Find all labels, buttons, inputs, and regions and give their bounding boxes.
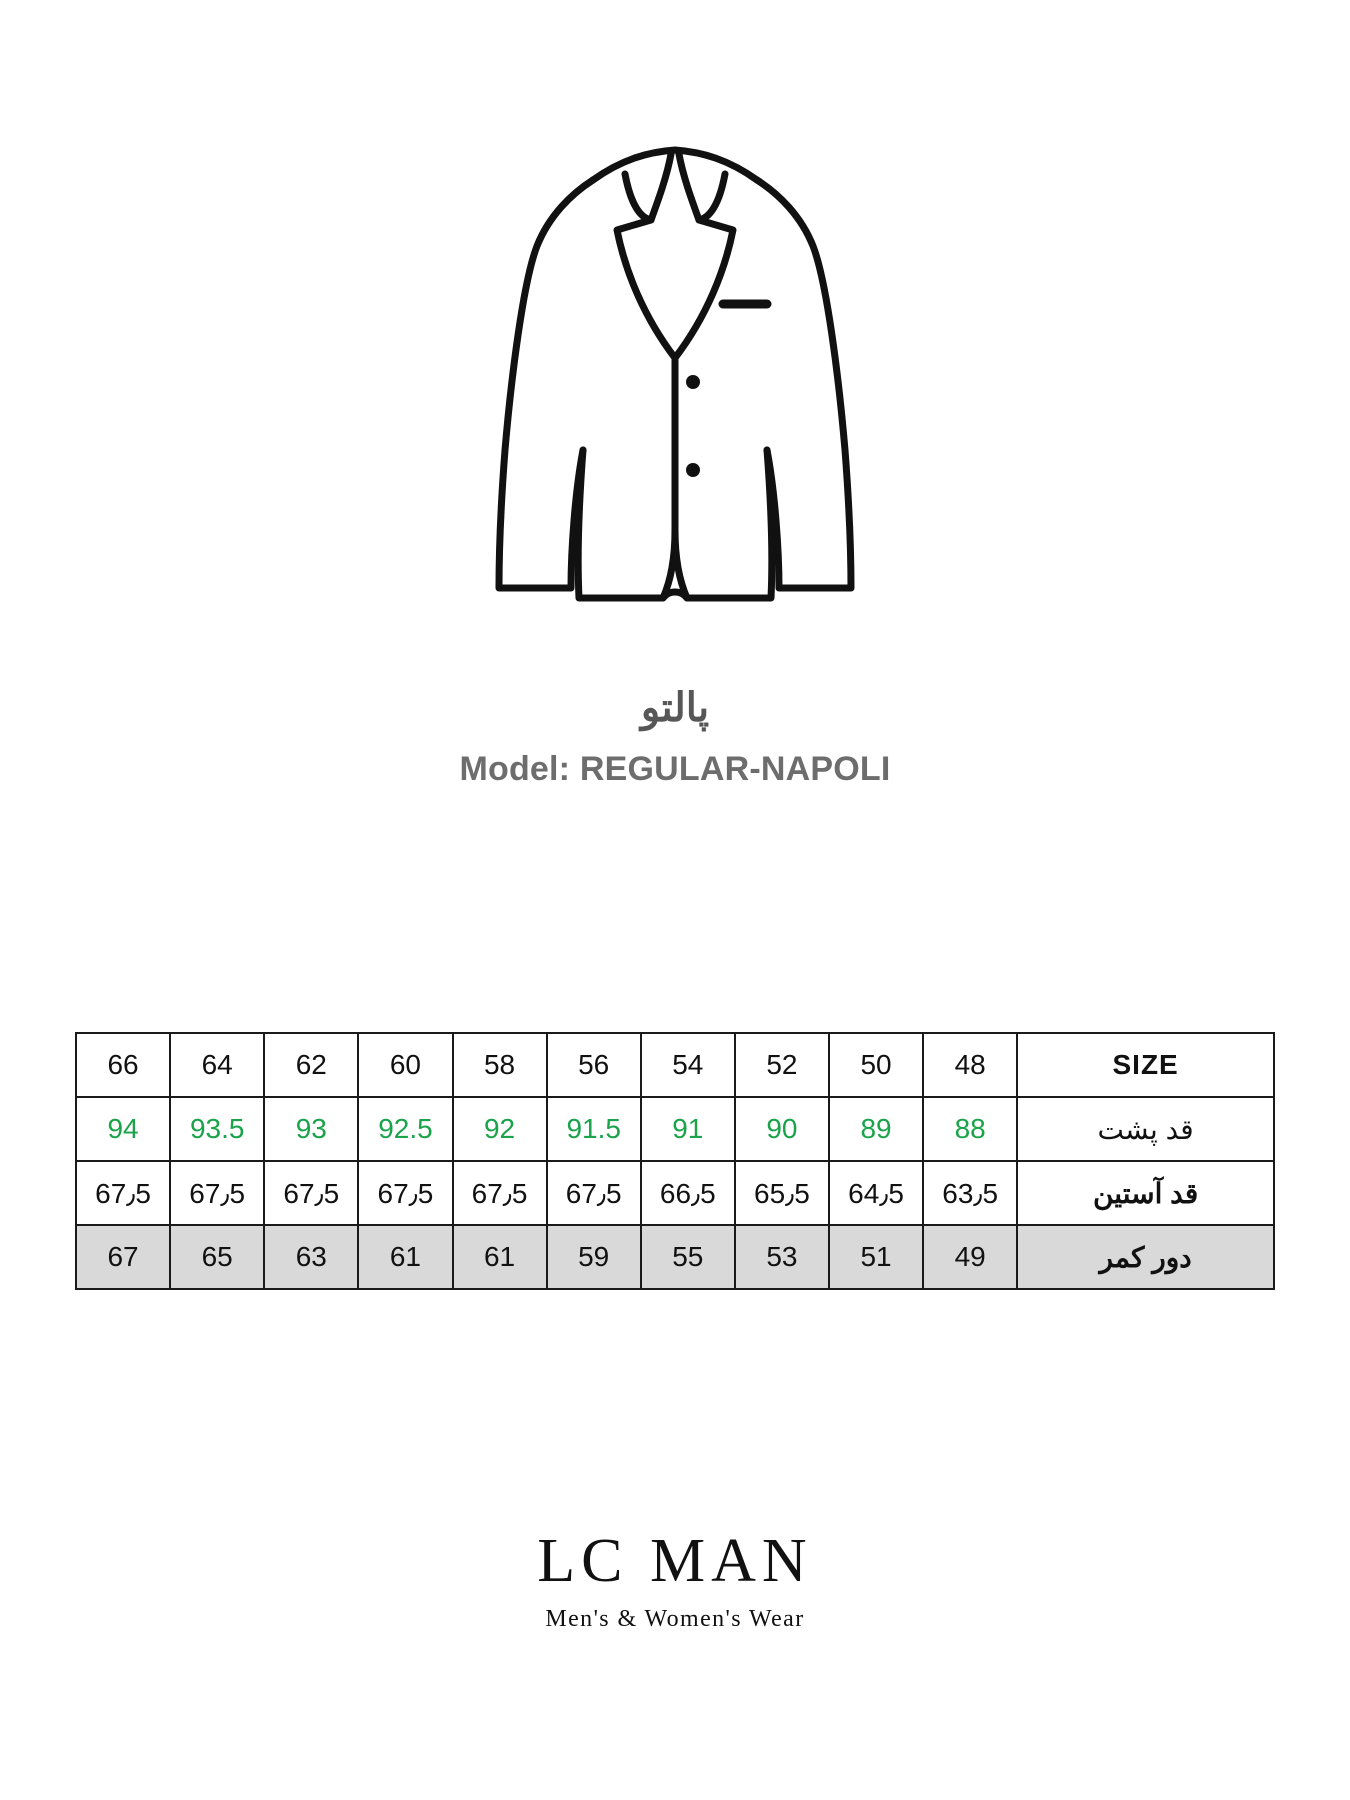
table-cell: 61 <box>358 1225 452 1289</box>
table-cell: 92.5 <box>358 1097 452 1161</box>
table-cell: 64 <box>170 1033 264 1097</box>
table-cell: 67٫5 <box>453 1161 547 1225</box>
footer-logo <box>0 1527 1350 1633</box>
table-row-back-length <box>76 1097 1274 1161</box>
product-illustration <box>0 120 1350 640</box>
table-cell: 55 <box>641 1225 735 1289</box>
table-cell: 91.5 <box>547 1097 641 1161</box>
table-row-sizes <box>76 1033 1274 1097</box>
table-cell: 62 <box>264 1033 358 1097</box>
table-row-header-size: SIZE <box>1017 1033 1274 1097</box>
table-cell: 64٫5 <box>829 1161 923 1225</box>
table-cell: 60 <box>358 1033 452 1097</box>
table-cell: 88 <box>923 1097 1017 1161</box>
table-cell: 66٫5 <box>641 1161 735 1225</box>
table-cell: 94 <box>76 1097 170 1161</box>
table-cell: 91 <box>641 1097 735 1161</box>
table-cell: 93.5 <box>170 1097 264 1161</box>
table-cell: 59 <box>547 1225 641 1289</box>
table-cell: 67٫5 <box>76 1161 170 1225</box>
table-row-header-waist: دور کمر <box>1017 1225 1274 1289</box>
product-title: پالتو <box>640 686 710 730</box>
button-dot <box>686 463 700 477</box>
table-cell: 63 <box>264 1225 358 1289</box>
table-cell: 90 <box>735 1097 829 1161</box>
table-cell: 53 <box>735 1225 829 1289</box>
table-cell: 89 <box>829 1097 923 1161</box>
table-cell: 67٫5 <box>264 1161 358 1225</box>
table-cell: 67 <box>76 1225 170 1289</box>
table-cell: 54 <box>641 1033 735 1097</box>
table-cell: 49 <box>923 1225 1017 1289</box>
table-cell: 48 <box>923 1033 1017 1097</box>
jacket-icon <box>475 120 875 640</box>
table-row-header-back-length: قد پشت <box>1017 1097 1274 1161</box>
brand-name: LC MAN <box>537 1527 813 1595</box>
table-cell: 65 <box>170 1225 264 1289</box>
table-row-sleeve-length <box>76 1161 1274 1225</box>
table-cell: 61 <box>453 1225 547 1289</box>
table-cell: 65٫5 <box>735 1161 829 1225</box>
table-cell: 67٫5 <box>547 1161 641 1225</box>
product-model: Model: REGULAR-NAPOLI <box>459 750 891 788</box>
table-cell: 56 <box>547 1033 641 1097</box>
table-cell: 67٫5 <box>170 1161 264 1225</box>
table-row-waist <box>76 1225 1274 1289</box>
brand-tagline: Men's & Women's Wear <box>545 1606 805 1632</box>
table-cell: 51 <box>829 1225 923 1289</box>
table-cell: 92 <box>453 1097 547 1161</box>
table-row-header-sleeve-length: قد آستین <box>1017 1161 1274 1225</box>
table-cell: 63٫5 <box>923 1161 1017 1225</box>
table-cell: 58 <box>453 1033 547 1097</box>
size-table <box>75 1032 1275 1290</box>
table-cell: 66 <box>76 1033 170 1097</box>
button-dot <box>686 375 700 389</box>
table-cell: 52 <box>735 1033 829 1097</box>
table-cell: 67٫5 <box>358 1161 452 1225</box>
table-cell: 50 <box>829 1033 923 1097</box>
size-table-wrapper <box>75 1032 1275 1290</box>
title-block <box>0 680 1350 789</box>
table-cell: 93 <box>264 1097 358 1161</box>
